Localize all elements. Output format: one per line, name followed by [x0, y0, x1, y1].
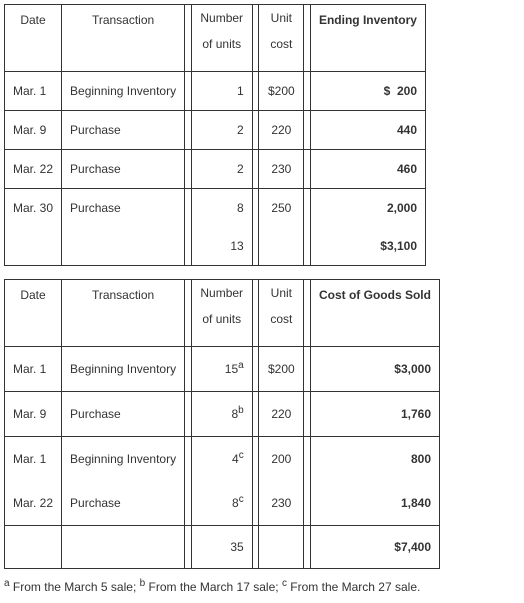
total-units-cell: 13 — [191, 227, 252, 266]
footnote-text: From the March 27 sale. — [290, 580, 421, 594]
total-row — [4, 525, 440, 569]
table-header-row — [4, 279, 440, 346]
total-units-cell: 35 — [191, 525, 252, 569]
table-row — [4, 391, 440, 436]
unit-cost-header: Unit cost — [258, 4, 303, 71]
unit-cost-cell: $200 — [258, 71, 303, 110]
units-cell: 4$^c$ — [191, 436, 252, 481]
date-cell: Mar. 1 — [4, 346, 61, 391]
table-row — [4, 71, 426, 110]
ending-inventory-header: Ending Inventory — [310, 4, 426, 71]
units-cell: 2 — [191, 149, 252, 188]
footnote-text: From the March 5 sale; — [12, 580, 137, 594]
unit-cost-cell: 220 — [258, 110, 303, 149]
units-header: Number of units — [191, 4, 252, 71]
transaction-header: Transaction — [61, 279, 184, 346]
date-cell: Mar. 1 — [4, 436, 61, 481]
footnote-mark: c — [238, 450, 244, 461]
units-cell: 8$^c$ — [191, 481, 252, 525]
footnote-mark: c — [281, 578, 287, 589]
units-header: Number of units — [191, 279, 252, 346]
footnote-mark: c — [238, 494, 244, 505]
units-cell: 15$^a$ — [191, 346, 252, 391]
date-header: Date — [4, 4, 61, 71]
table-row — [4, 481, 440, 525]
table-header-row — [4, 4, 426, 71]
footnote-mark: a — [4, 578, 10, 589]
table-row — [4, 436, 440, 481]
amount-cell: $3,000 — [310, 346, 440, 391]
unit-cost-cell: 230 — [258, 149, 303, 188]
transaction-cell: Purchase — [61, 110, 184, 149]
table-row — [4, 188, 426, 227]
footnote-text: From the March 17 sale; — [148, 580, 279, 594]
footnote-mark: a — [238, 360, 244, 371]
amount-cell: 460 — [310, 149, 426, 188]
footnote-mark: b — [139, 578, 146, 589]
table-row — [4, 149, 426, 188]
amount-cell: 2,000 — [310, 188, 426, 227]
date-header: Date — [4, 279, 61, 346]
unit-cost-cell: 230 — [258, 481, 303, 525]
amount-cell: $ 200 — [310, 71, 426, 110]
amount-cell: 800 — [310, 436, 440, 481]
date-cell: Mar. 9 — [4, 391, 61, 436]
date-cell: Mar. 1 — [4, 71, 61, 110]
footnote-mark: b — [238, 405, 244, 416]
date-cell: Mar. 22 — [4, 149, 61, 188]
total-amount-cell: $3,100 — [310, 227, 426, 266]
units-cell: 1 — [191, 71, 252, 110]
ending-inventory-table — [4, 4, 426, 266]
footnotes — [4, 580, 420, 594]
table-row — [4, 346, 440, 391]
transaction-cell: Purchase — [61, 391, 184, 436]
units-cell: 2 — [191, 110, 252, 149]
transaction-cell: Beginning Inventory — [61, 346, 184, 391]
unit-cost-cell: 220 — [258, 391, 303, 436]
transaction-cell: Purchase — [61, 481, 184, 525]
date-cell: Mar. 30 — [4, 188, 61, 227]
table-row — [4, 110, 426, 149]
date-cell: Mar. 9 — [4, 110, 61, 149]
unit-cost-cell: 250 — [258, 188, 303, 227]
transaction-header: Transaction — [61, 4, 184, 71]
total-amount-cell: $7,400 — [310, 525, 440, 569]
unit-cost-cell: 200 — [258, 436, 303, 481]
transaction-cell: Beginning Inventory — [61, 436, 184, 481]
amount-cell: 440 — [310, 110, 426, 149]
cost-of-goods-sold-table — [4, 279, 440, 569]
unit-cost-header: Unit cost — [258, 279, 303, 346]
transaction-cell: Purchase — [61, 188, 184, 227]
units-cell: 8$^b$ — [191, 391, 252, 436]
transaction-cell: Purchase — [61, 149, 184, 188]
total-row — [4, 227, 426, 266]
units-cell: 8 — [191, 188, 252, 227]
cogs-header: Cost of Goods Sold — [310, 279, 440, 346]
date-cell: Mar. 22 — [4, 481, 61, 525]
transaction-cell: Beginning Inventory — [61, 71, 184, 110]
amount-cell: 1,840 — [310, 481, 440, 525]
amount-cell: 1,760 — [310, 391, 440, 436]
unit-cost-cell: $200 — [258, 346, 303, 391]
